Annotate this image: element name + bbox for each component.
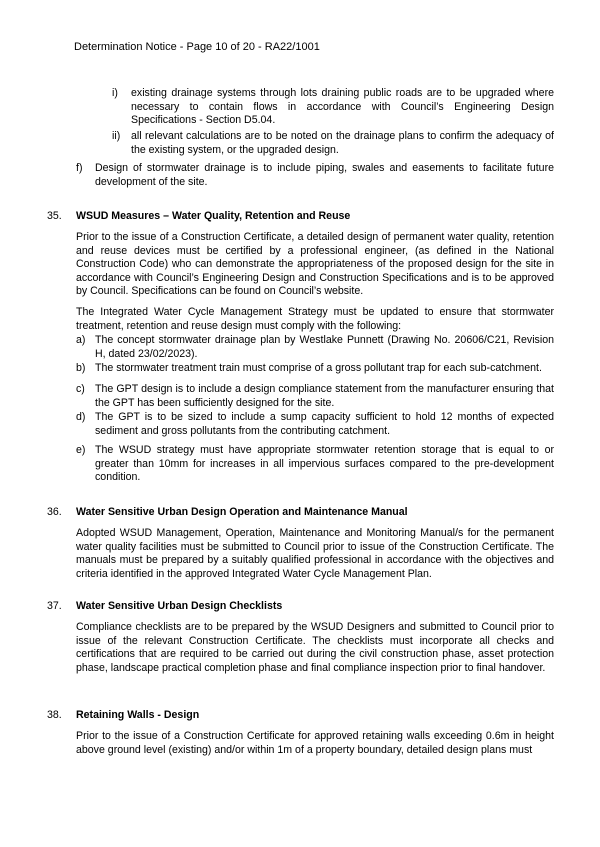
item-c-label: c) bbox=[76, 383, 85, 395]
item-f-text: Design of stormwater drainage is to include piping, swales and easements to facilitate future development of the site. bbox=[95, 162, 554, 188]
item-d-label: d) bbox=[76, 411, 86, 423]
section-38-paragraph: Prior to the issue of a Construction Certificate for approved retaining walls exceeding 0.6m in height above ground level (existing) and/or within 1m of a property boundary, detailed design plans must bbox=[76, 730, 554, 756]
item-ii-label: ii) bbox=[112, 130, 121, 142]
section-35-title: WSUD Measures – Water Quality, Retention and Reuse bbox=[76, 210, 351, 222]
section-36-number: 36. bbox=[47, 506, 62, 518]
section-37-title: Water Sensitive Urban Design Checklists bbox=[76, 600, 283, 612]
item-e-text: The WSUD strategy must have appropriate stormwater retention storage that is equal to or greater than 10mm for increases in all impervious surfaces compared to the pre-development condition. bbox=[95, 444, 554, 484]
page-header: Determination Notice - Page 10 of 20 - RA22/1001 bbox=[74, 41, 320, 53]
item-ii-text: all relevant calculations are to be noted on the drainage plans to confirm the adequacy of the existing system, or the upgraded design. bbox=[131, 130, 554, 156]
item-a-label: a) bbox=[76, 334, 86, 346]
item-b-text: The stormwater treatment train must comprise of a gross pollutant trap for each sub-catchment. bbox=[95, 362, 542, 374]
item-e-label: e) bbox=[76, 444, 86, 456]
item-i-text: existing drainage systems through lots draining public roads are to be upgraded where necessary to contain flows in accordance with Council’s Engineering Design Specifications - Section D5.04. bbox=[131, 87, 554, 127]
item-a-text: The concept stormwater drainage plan by Westlake Punnett (Drawing No. 20606/C21, Revision H, dated 23/02/2023). bbox=[95, 334, 554, 360]
section-35-paragraph-2: The Integrated Water Cycle Management Strategy must be updated to ensure that stormwater treatment, retention and reuse design must comply with the following: bbox=[76, 306, 554, 332]
section-35-paragraph-1: Prior to the issue of a Construction Certificate, a detailed design of permanent water quality, retention and reuse devices must be certified by a professional engineer, (as defined in the National Construction Code) who can demonstrate the appropriateness of the proposed design for the site in accordance with Council’s Engineering Design and Construction Specifications and is to be approved by Council. Specifications can be found on Council’s website. bbox=[76, 231, 554, 298]
section-36-title: Water Sensitive Urban Design Operation and Maintenance Manual bbox=[76, 506, 408, 518]
item-d-text: The GPT is to be sized to include a sump capacity sufficient to hold 12 months of expected sediment and gross pollutants from the contributing catchment. bbox=[95, 411, 554, 437]
item-f-label: f) bbox=[76, 162, 83, 174]
section-36-paragraph: Adopted WSUD Management, Operation, Maintenance and Monitoring Manual/s for the permanent water quality facilities must be submitted to Council prior to issue of the Construction Certificate. The manuals must be prepared by a suitably qualified professional in accordance with the objectives and criteria identified in the approved Integrated Water Cycle Management Plan. bbox=[76, 527, 554, 580]
section-38-number: 38. bbox=[47, 709, 62, 721]
item-i-label: i) bbox=[112, 87, 118, 99]
section-35-number: 35. bbox=[47, 210, 62, 222]
item-b-label: b) bbox=[76, 362, 86, 374]
item-c-text: The GPT design is to include a design compliance statement from the manufacturer ensuring that the GPT has been sufficiently designed for the site. bbox=[95, 383, 554, 409]
section-38-title: Retaining Walls - Design bbox=[76, 709, 200, 721]
section-37-paragraph: Compliance checklists are to be prepared by the WSUD Designers and submitted to Council prior to issue of the relevant Construction Certificate. The checklists must incorporate all checks and certifications that are required to be carried out during the civil construction phase, asset protection phase, landscape practical completion phase and final compliance inspection prior to final handover. bbox=[76, 621, 554, 674]
section-37-number: 37. bbox=[47, 600, 62, 612]
